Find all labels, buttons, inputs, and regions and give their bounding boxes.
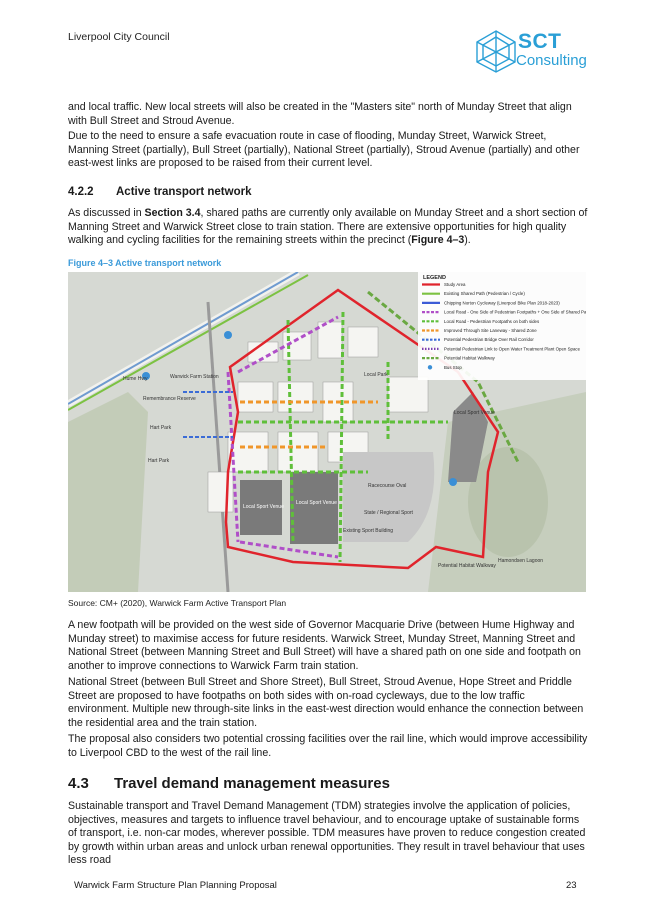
logo-mark-icon xyxy=(472,28,520,74)
active-transport-map xyxy=(68,272,586,592)
section-heading-4-2-2 xyxy=(68,186,251,198)
legend-title: LEGEND xyxy=(423,275,446,281)
legend-label: Study Area xyxy=(444,282,466,287)
logo-text-bottom: Consulting xyxy=(516,52,587,69)
map-label: Local Sport Venue xyxy=(243,504,284,510)
map-label: Racecourse Oval xyxy=(368,483,407,489)
legend-label: Potential Pedestrian Bridge Over Rail Corridor xyxy=(444,337,534,343)
paragraph: The proposal also considers two potential crossing facilities over the rail line, which would improve accessibility to Liverpool CBD to the west of the rail line. xyxy=(68,733,588,759)
legend-label: Potential Habitat Walkway xyxy=(444,355,495,361)
section-reference: Section 3.4 xyxy=(144,207,201,219)
map-label: Existing Sport Building xyxy=(343,528,394,534)
paragraph: and local traffic. New local streets will also be created in the "Masters site" north of Munday Street that align with Bull Street and Stroud Avenue. xyxy=(68,101,572,127)
header-org: Liverpool City Council xyxy=(68,31,170,43)
footer-title: Warwick Farm Structure Plan Planning Proposal xyxy=(74,880,277,891)
text-run: , shared paths are currently only available on Munday Street and a short section of Manning Street and Warwick Street close to train station. There are extensive opportunities for high quality walking and cycling facilities for the remaining streets within the precinct ( xyxy=(68,207,588,247)
map-label: State / Regional Sport xyxy=(364,510,413,516)
map-label: Remembrance Reserve xyxy=(143,396,196,402)
map-label: Hamondsen Lagoon xyxy=(498,558,544,564)
sct-logo xyxy=(472,28,592,76)
map-label: Hart Park xyxy=(148,458,170,464)
legend-label: Bus Stop xyxy=(444,364,462,370)
map-label: Potential Habitat Walkway xyxy=(438,563,496,569)
legend-label: Improved Through Site Laneway - Shared Zone xyxy=(444,328,537,333)
figure-caption: Figure 4–3 Active transport network xyxy=(68,258,222,268)
map-label: Hume Hwy xyxy=(123,376,148,382)
legend-label: Local Road - One Side of Pedestrian Footpaths + One Side of Shared Path xyxy=(444,309,586,315)
paragraph xyxy=(68,207,588,248)
legend-label: Existing Shared Path (Pedestrian / Cycle) xyxy=(444,291,525,297)
text-run: As discussed in xyxy=(68,207,145,219)
page-number: 23 xyxy=(566,880,577,891)
paragraph: A new footpath will be provided on the west side of Governor Macquarie Drive (between Hume Highway and Munday street) to maximise access for future residents. Warwick Street, Munday Street, Manning Street and National Street (between Manning Street and Bull Street) will have a shared path on one side and footpath on another to improve connections to Warwick Farm train station. xyxy=(68,619,581,672)
map-label: Warwick Farm Station xyxy=(170,374,219,380)
heading-text: Active transport network xyxy=(116,186,252,198)
paragraph: Sustainable transport and Travel Demand Management (TDM) strategies involve the application of policies, objectives, measures and targets to influence travel behaviour, and to encourage uptake of sustainable forms of transport, i.e. non-car modes, wherever possible. TDM measures have proven to reduce congestion created by growth within urban areas and unlock urban renewal opportunities. They result in travel behaviour that uses less road xyxy=(68,800,586,867)
heading-text: Travel demand management measures xyxy=(114,775,390,792)
figure-source: Source: CM+ (2020), Warwick Farm Active Transport Plan xyxy=(68,598,287,608)
text-run: ). xyxy=(464,234,471,247)
legend-swatch xyxy=(428,365,432,369)
legend-label: Local Road - Pedestrian Footpaths on both sides xyxy=(444,318,540,324)
figure-reference: Figure 4–3 xyxy=(411,234,465,247)
section-heading-4-3 xyxy=(68,775,390,792)
map-label: Hart Park xyxy=(150,425,172,431)
map-label: Local Park xyxy=(364,372,388,378)
logo-text-top: SCT xyxy=(518,30,562,53)
heading-number: 4.3 xyxy=(68,775,89,792)
paragraph: National Street (between Bull Street and Shore Street), Bull Street, Stroud Avenue, Hope Street and Priddle Street are proposed to have footpaths on both sides with on-road cycleways, due to the low traffic environment. Multiple new through-site links in the east-west direction would enhance the connection between the residential area and the train station. xyxy=(68,676,584,729)
map-label: Local Sport Venue xyxy=(454,410,495,416)
legend-label: Potential Pedestrian Link to Open Water Treatment Plant Open Space xyxy=(444,346,581,352)
heading-number: 4.2.2 xyxy=(68,186,94,198)
paragraph: Due to the need to ensure a safe evacuation route in case of flooding, Munday Street, Warwick Street, Manning Street (partially), Bull Street (partially), National Street (partially), Stroud Avenue (partially) and other east-west links are proposed to be raised from their current level. xyxy=(68,130,580,170)
legend-label: Chipping Norton Cycleway (Liverpool Bike Plan 2018-2023) xyxy=(444,300,560,306)
map-label: Local Sport Venue xyxy=(296,500,337,506)
